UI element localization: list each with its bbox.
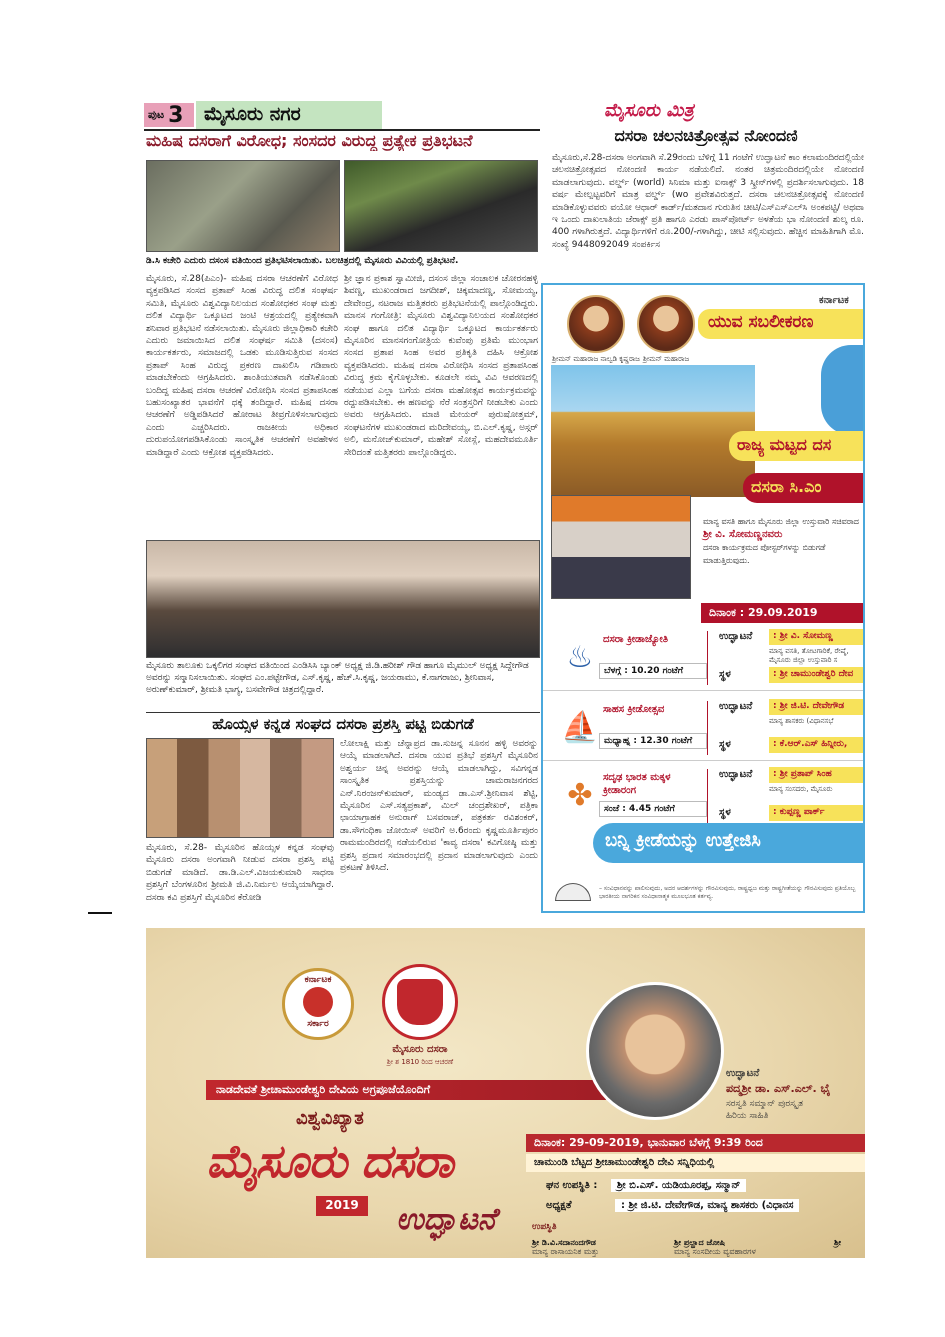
karnataka-label-bottom: ಸರ್ಕಾರ <box>307 1019 329 1029</box>
dasara-logo-sub: ಶ್ರೀ ಶ 1810 ರಿಂದ ಆಚರಣೆ <box>386 1058 454 1066</box>
dasara-cm-banner: ದಸರಾ ಸಿ.ಎಂ <box>743 473 865 503</box>
award-story-col2: ಲೋಲಾಕ್ಷಿ ಮತ್ತು ಚೆನ್ನಾಪ್ರದ ಡಾ.ಸುಜನ್ನ ಸೂನನ ಹಳ್ಳಿ ಅವರನ್ನು ಆಯ್ಕೆ ಮಾಡಲಾಗಿದೆ. ದಸರಾ ಯುವ ಪ್ರತಿಭೆ ಪ್ರಶಸ್ತಿಗೆ ಮೈಸೂರಿನ ಅಶ್ವರ್ಯ ಚಿನ್ನ ಅವರನ್ನು ಆಯ್ಕೆ ಮಾಡಲಾಗಿದ್ದು, ಸವಿಗನ್ನಡ ಸಾಂಸ್ಕೃತಿಕ ಪ್ರಶಸ್ತಿಯನ್ನು ಚಾಮರಾಜನಗರದ ಎನ್.ನಿರಂಜನ್‌ಕುಮಾರ್, ಮಂಡ್ಯದ ಡಾ.ಎಸ್.ಶ್ರೀನಿವಾಸ ಶೆಟ್ಟಿ, ಮೈಸೂರಿನ ಎಸ್.ಸತ್ಯಪ್ರಕಾಶ್, ಮಿಲ್ ಚಂದ್ರಶೇಖರ್, ಪತ್ರಿಕಾ ಛಾಯಾಗ್ರಾಹಕ ಅನುರಾಗ್ ಬಸವರಾಜ್, ಪತ್ರಕರ್ತ ರವಿಶಂಕರ್, ಡಾ.ಸೌಗಂಧಿಕಾ ಜೋಯಿಸ್ ಅವರಿಗೆ ಅ.6ರಂದು ಕೃಷ್ಣಮೂರ್ತಿಪುರಂ ರಾಮಮಂದಿರದಲ್ಲಿ ನಡೆಯಲಿರುವ 'ಕಾವ್ಯ ದಸರಾ' ಕವಿಗೋಷ್ಠಿ ಮತ್ತು ಪ್ರಶಸ್ತಿ ಪ್ರದಾನ ಸಮಾರಂಭದಲ್ಲಿ ಪ್ರದಾನ ಮಾಡಲಾಗುವುದು ಎಂದು ಪ್ರಕಟಣೆ ತಿಳಿಸಿದೆ. <box>340 739 538 874</box>
presence-name: ಶ್ರೀ ಪ್ರಲ್ಹಾದ ಜೋಷಿ <box>674 1238 725 1247</box>
state-level-banner: ರಾಜ್ಯ ಮಟ್ಟದ ದಸ <box>729 431 865 461</box>
torch-icon: ♨ <box>566 639 594 675</box>
event-inaugurator-role: ಮಾನ್ಯ ಶಾಸಕರು (ವಿಧಾನಸಭೆ <box>769 717 834 725</box>
event-divider <box>707 701 708 755</box>
president-row <box>546 1200 799 1211</box>
award-story-col1: ಮೈಸೂರು, ಸೆ.28- ಮೈಸೂರಿನ ಹೊಯ್ಸಳ ಕನ್ನಡ ಸಂಘವು ಮೈಸೂರು ದಸರಾ ಅಂಗವಾಗಿ ನೀಡುವ ದಸರಾ ಪ್ರಶಸ್ತಿ ಪಟ್ಟಿ ಬಿಡುಗಡೆ ಮಾಡಿದೆ. ಡಾ.ಡಿ.ಎಲ್.ವಿಜಯಕುಮಾರಿ ಸಾಧನಾ ಪ್ರಶಸ್ತಿಗೆ ಬೆಂಗಳೂರಿನ ಶ್ರೀಮತಿ ಜಿ.ವಿ.ನಿರ್ಮಲ ಆಯ್ಕೆಯಾಗಿದ್ದಾರೆ. ದಸರಾ ಕವಿ ಪ್ರಶಸ್ತಿಗೆ ಮೈಸೂರಿನ ಕೆರೋಡಿ <box>146 843 334 903</box>
event-name: ಸದೃಢ ಭಾರತ ಮಕ್ಕಳ ಕ್ರೀಡಾರಂಗ <box>603 772 671 796</box>
felicitation-caption: ಮೈಸೂರು ತಾಲೂಕು ಒಕ್ಕಲಿಗರ ಸಂಘದ ವತಿಯಿಂದ ಎಂಡಿಸಿಸಿ ಬ್ಯಾಂಕ್ ಅಧ್ಯಕ್ಷ ಜಿ.ಡಿ.ಹರೀಶ್ ಗೌಡ ಹಾಗೂ ಮೈಮುಲ್ ಅಧ್ಯಕ್ಷ ಸಿದ್ದೇಗೌಡ ಅವರನ್ನು ಸನ್ಮಾನಿಸಲಾಯಿತು. ಸಂಘದ ಎಂ.ಪಟ್ಟೇಗೌಡ, ಎಸ್.ಕೃಷ್ಣ, ಹೆಚ್.ಸಿ.ಕೃಷ್ಣ, ಜಯರಾಮು, ಕೆ.ನಾಗರಾಜು, ಶ್ರೀನಿವಾಸ, ಅರುಣ್‌ಕುಮಾರ್, ಶ್ರೀಮತಿ ಭಾಗ್ಯ, ಬಸವೇಗೌಡ ಚಿತ್ರದಲ್ಲಿದ್ದಾರೆ. <box>146 661 529 695</box>
section-title: ಮೈಸೂರು ನಗರ <box>196 101 382 129</box>
presence-name: ಶ್ರೀ <box>834 1238 842 1247</box>
event-time: ಬೆಳಗ್ಗೆ : 10.20 ಗಂಟೆಗೆ <box>599 663 707 679</box>
lead-story-col1: ಮೈಸೂರು, ಸೆ.28(ಪಿಎಂ)- ಮಹಿಷ ದಸರಾ ಆಚರಣೆಗೆ ವಿರೋಧ ವ್ಯಕ್ತಪಡಿಸಿದ ಸಂಸದ ಪ್ರತಾಪ್ ಸಿಂಹ ವಿರುದ್ಧ ದಲಿತ ಸಂಘರ್ಷ ಸಮಿತಿ, ಮೈಸೂರು ವಿಶ್ವವಿದ್ಯಾನಿಲಯದ ಸಂಶೋಧಕರ ಸಂಘ ಮತ್ತು ದಲಿತ ವಿದ್ಯಾರ್ಥಿ ಒಕ್ಕೂಟದ ಜಂಟಿ ಆಶ್ರಯದಲ್ಲಿ ಪ್ರತ್ಯೇಕವಾಗಿ ಶನಿವಾರ ಪ್ರತಿಭಟನೆ ನಡೆಸಲಾಯಿತು. ಮೈಸೂರು ಜಿಲ್ಲಾಧಿಕಾರಿ ಕಚೇರಿ ಎದುರು ಜಮಾಯಿಸಿದ ದಲಿತ ಸಂಘರ್ಷ ಸಮಿತಿ (ದಸಂಸ) ಕಾರ್ಯಕರ್ತರು, ಸಮಾಜದಲ್ಲಿ ಒಡಕು ಮೂಡಿಸುತ್ತಿರುವ ಸಂಸದ ಪ್ರತಾಪ್ ಸಿಂಹ ವಿರುದ್ಧ ಪ್ರಕರಣ ದಾಖಲಿಸಿ ಗಡಿಪಾರು ಮಾಡಬೇಕೆಂದು ಆಗ್ರಹಿಸಿದರು. ಶಾಂತಿಯುತವಾಗಿ ನಡೆಸಿಕೊಂಡು ಬಂದಿದ್ದ ಮಹಿಷ ದಸರಾ ಆಚರಣೆ ವಿರೋಧಿಸಿ ಸಂಸದ ಪ್ರತಾಪಸಿಂಹ ಬಹುಸಂಖ್ಯಾತರ ಭಾವನೆಗೆ ಧಕ್ಕೆ ತಂದಿದ್ದಾರೆ. ಮಹಿಷ ದಸರಾ ಆಚರಣೆಗೆ ಅಡ್ಡಿಪಡಿಸಿದರೆ ಹೋರಾಟ ತೀವ್ರಗೊಳಿಸಲಾಗುವುದು ಎಂದು ಎಚ್ಚರಿಸಿದರು. ರಾಜಕೀಯ ಅಧಿಕಾರ ದುರುಪಯೋಗಪಡಿಸಿಕೊಂಡು ಸಾಂಸ್ಕೃತಿಕ ಆಚರಣೆಗೆ ಅವಹೇಳನ ಮಾಡಿದ್ದಾರೆ ಎಂದು ಆಕ್ರೋಶ ವ್ಯಕ್ತಪಡಿಸಿದರು. <box>146 274 338 458</box>
event-row <box>543 625 865 691</box>
chief-presence-value: ಶ್ರೀ ಬಿ.ಎಸ್. ಯಡಿಯೂರಪ್ಪ, ಸನ್ಮಾನ್ <box>611 1179 746 1192</box>
venue-label: ಸ್ಥಳ <box>719 807 731 818</box>
maharaja-portrait-1 <box>567 295 625 353</box>
presence-name: ಶ್ರೀ ಡಿ.ವಿ.ಸದಾನಂದಗೌಡ <box>532 1238 596 1247</box>
inaugurator-label: ಉದ್ಘಾಟನೆ <box>726 1068 760 1079</box>
state-seal-icon <box>303 987 333 1017</box>
protest-photo-left <box>146 160 340 252</box>
page-number-tag <box>144 103 194 127</box>
event-inaugurator: : ಶ್ರೀ ವಿ. ಸೋಮಣ್ಣ <box>769 629 865 645</box>
mysore-dasara-title: ಮೈಸೂರು ದಸರಾ <box>206 1134 453 1188</box>
guest-outro: ದಸರಾ ಕಾರ್ಯಕ್ರಮದ ಪೋಸ್ಟರ್‌ಗಳನ್ನು ಬಿಡುಗಡೆ ಮಾಡುತ್ತಿರುವುದು. <box>703 543 826 565</box>
guest-title-2: ಹಿರಿಯ ಸಾಹಿತಿ <box>726 1111 769 1121</box>
karnataka-label-top: ಕರ್ನಾಟಕ <box>304 975 332 985</box>
chief-guest-title <box>726 1098 803 1122</box>
event-time: ಸಂಜೆ : 4.45 ಗಂಟೆಗೆ <box>599 801 707 817</box>
event-row <box>543 763 865 829</box>
chief-presence-row <box>546 1180 746 1191</box>
page-number: 3 <box>168 102 184 128</box>
presence-item <box>532 1238 662 1256</box>
lead-story-col2: ಶ್ರೀ ಜ್ಞಾನ ಪ್ರಕಾಶ ಸ್ವಾಮೀಜಿ, ದಸಂಸ ಜಿಲ್ಲಾ ಸಂಚಾಲಕ ಚೋರನಹಳ್ಳಿ ಶಿವಣ್ಣ, ಮುಖಂಡರಾದ ಜಗದೀಶ್, ಚಿಕ್ಕಮಾದಣ್ಣ, ಸೋಮಯ್ಯ, ದೇವೇಂದ್ರ, ನಟರಾಜ ಮತ್ತಿತರರು ಪ್ರತಿಭಟನೆಯಲ್ಲಿ ಪಾಲ್ಗೊಂಡಿದ್ದರು. ಮಾನಸ ಗಂಗೋತ್ರಿ: ಮೈಸೂರು ವಿಶ್ವವಿದ್ಯಾನಿಲಯದ ಸಂಶೋಧಕರ ಸಂಘ ಹಾಗೂ ದಲಿತ ವಿದ್ಯಾರ್ಥಿ ಒಕ್ಕೂಟದ ಕಾರ್ಯಕರ್ತರು ಮೈಸೂರಿನ ಮಾನಸಗಂಗೋತ್ರಿಯ ಕುವೆಂಪು ಪ್ರತಿಮೆ ಮುಂಭಾಗ ಸಂಸದ ಪ್ರತಾಪ ಸಿಂಹ ಅವರ ಪ್ರತಿಕೃತಿ ದಹಿಸಿ ಆಕ್ರೋಶ ವ್ಯಕ್ತಪಡಿಸಿದರು. ಮಹಿಷ ದಸರಾ ವಿರೋಧಿಸಿ ಸಂಸದ ಪ್ರತಾಪಸಿಂಹ ವಿರುದ್ಧ ಕ್ರಮ ಕೈಗೊಳ್ಳಬೇಕು. ಕೂಡಲೇ ನಮ್ಮ ವಿವಿ ಆವರಣದಲ್ಲಿ ನಡೆಯುವ ಎಲ್ಲಾ ಬಗೆಯ ದಸರಾ ಮಹೋತ್ಸವ ಕಾರ್ಯಕ್ರಮವನ್ನು ರದ್ದುಪಡಿಸಬೇಕು. ಈ ಹಣವನ್ನು ನೆರೆ ಸಂತ್ರಸ್ತರಿಗೆ ನೀಡಬೇಕು ಎಂದು ಅವರು ಆಗ್ರಹಿಸಿದರು. ಮಾಜಿ ಮೇಯರ್ ಪುರುಷೋತ್ತಮ್, ಸಂಘಟನೆಗಳ ಮುಖಂಡರಾದ ಮರಿದೇವಯ್ಯ, ಬಿ.ಎಲ್.ಕೃಷ್ಣ, ಅಸ್ಗರ್ ಅಲಿ, ಮನೋಜ್‌ಕುಮಾರ್, ಮಹೇಶ್ ಸೋಸ್ಲೆ, ಮಹದೇವಮೂರ್ತಿ ಸೇರಿದಂತೆ ಮತ್ತಿತರರು ಪಾಲ್ಗೊಂಡಿದ್ದರು. <box>344 274 538 458</box>
maharaja-portrait-2 <box>637 295 695 353</box>
president-value: : ಶ್ರೀ ಜಿ.ಟಿ. ದೇವೇಗೌಡ, ಮಾನ್ಯ ಶಾಸಕರು (ವಿಧಾನಸ <box>615 1199 799 1212</box>
runners-icon: ✤ <box>567 777 593 813</box>
event-inaugurator: : ಶ್ರೀ ಪ್ರತಾಪ್ ಸಿಂಹ <box>769 767 865 783</box>
promote-sports-slogan: ಬನ್ನಿ ಕ್ರೀಡೆಯನ್ನು ಉತ್ತೇಜಿಸಿ <box>593 823 865 863</box>
awardee-photos <box>146 738 334 838</box>
world-famous-label: ವಿಶ್ವವಿಖ್ಯಾತ <box>296 1108 364 1129</box>
inauguration-date: ದಿನಾಂಕ: 29-09-2019, ಭಾನುವಾರ ಬೆಳಗ್ಗೆ 9:39 ರಿಂದ <box>526 1134 865 1152</box>
presence-role: ಮಾನ್ಯ ಸಂಸದೀಯ ವ್ಯವಹಾರಗಳ <box>674 1247 756 1256</box>
dasara-elephant-emblem-icon <box>382 964 458 1040</box>
event-time: ಮಧ್ಯಾಹ್ನ : 12.30 ಗಂಟೆಗೆ <box>599 733 707 749</box>
poster-release-photo <box>551 495 691 599</box>
presence-role: ಮಾನ್ಯ ರಾಸಾಯನಿಕ ಮತ್ತು <box>532 1247 599 1256</box>
guest-name: ಶ್ರೀ ವಿ. ಸೋಮಣ್ಣನವರು <box>703 529 783 540</box>
film-fest-headline: ದಸರಾ ಚಲನಚಿತ್ರೋತ್ಸವ ನೋಂದಣಿ <box>614 126 798 145</box>
mysore-palace-image <box>551 365 755 497</box>
year-badge: 2019 <box>316 1196 368 1216</box>
protest-photo-right <box>344 160 538 252</box>
inauguration-title: ಉದ್ಘಾಟನೆ <box>396 1202 496 1237</box>
event-inaugurator: : ಶ್ರೀ ಜಿ.ಟಿ. ದೇವೇಗೌಡ <box>769 699 865 715</box>
event-venue: : ಕುಪ್ಪಣ್ಣ ಪಾರ್ಕ್ <box>769 805 865 821</box>
parliament-icon <box>555 883 591 901</box>
elephant-icon <box>397 979 443 1025</box>
dasara-inauguration-ad <box>146 928 865 1258</box>
event-inaugurator-role: ಮಾನ್ಯ ಸಂಸದರು, ಮೈಸೂರು <box>769 785 833 793</box>
inauguration-venue: ಚಾಮುಂಡಿ ಬೆಟ್ಟದ ಶ್ರೀಚಾಮುಂಡೇಶ್ವರಿ ದೇವಿ ಸನ್ನಿಧಿಯಲ್ಲಿ <box>526 1154 865 1172</box>
portrait2-caption: ಶ್ರೀಮನ್ ಮಹಾರಾಜ <box>642 355 690 363</box>
event-divider <box>707 769 708 823</box>
chief-guest-portrait <box>586 982 724 1120</box>
film-fest-body: ಮೈಸೂರು,ಸೆ.28-ದಸರಾ ಅಂಗವಾಗಿ ಸೆ.29ರಂದು ಬೆಳಿಗ್ಗೆ 11 ಗಂಟೆಗೆ ಉದ್ಘಾಟನೆ ಕಾಂ ಕಲಾಮಂದಿರದಲ್ಲಿಯೇ ಚಲನಚಿತ್ರೋತ್ಸವದ ನೋಂದಣಿ ಕಾರ್ಯ ನಡೆಯಲಿದೆ. ನಂತರ ಚಿತ್ರಮಂದಿರದಲ್ಲಿಯೇ ನೋಂದಣಿ ಮಾಡಲಾಗುವುದು. ವರ್ಲ್ಡ್ (world) ಸಿನಿಮಾ ಮತ್ತು ಐನಾಕ್ಸ್ 3 ಸ್ಕ್ರೀನ್‌ಗಳಲ್ಲಿ ಪ್ರದರ್ಶಿಸಲಾಗುವುದು. 18 ವರ್ಷ ಮೇಲ್ಪಟ್ಟವರಿಗೆ ಮಾತ್ರ ವರ್ಲ್ಡ್ (wo ಪ್ರವೇಶವಿರುತ್ತದೆ. ದಸರಾ ಚಲನಚಿತ್ರೋತ್ಸವಕ್ಕೆ ನೋಂದಣಿ ಮಾಡಿಕೊಳ್ಳುವವರು ವಯೋ ಆಧಾರ್ ಕಾರ್ಡ್/ಮತದಾನ ಗುರುತಿನ ಚೀಟಿ/ಎಸ್‌ಎಸ್‌ಎಲ್‌ಸಿ ಅಂಕಪಟ್ಟಿ/ ಅಥವಾ ಇ ಒಂದು ದಾಖಲಾತಿಯ ಜೆರಾಕ್ಸ್ ಪ್ರತಿ ಹಾಗೂ ಎರಡು ಪಾಸ್‌ಪೋರ್ಟ್ ಅಳತೆಯ ಭಾ ನೋಂದಣಿ ಶುಲ್ಕ ರೂ. 400 ಗಳಾಗಿರುತ್ತದೆ. ವಿದ್ಯಾರ್ಥಿಗಳಿಗೆ ರೂ.200/-ಗಳಾಗಿದ್ದು, ಚೀಟಿ ಸಲ್ಲಿಸುವುದು. ಹೆಚ್ಚಿನ ಮಾಹಿತಿಗಾಗಿ ಮೊ. ಸಂಖ್ಯೆ 9448092049 ಸಂಪರ್ಕಿಸ <box>552 153 864 250</box>
inaug-label: ಉದ್ಘಾಟನೆ <box>719 701 753 712</box>
sports-dasara-ad <box>541 283 865 913</box>
jetski-icon: ⛵ <box>561 709 599 745</box>
portrait1-caption: ಶ್ರೀಮನ್ ಮಹಾರಾಜ ನಾಲ್ವಡಿ ಕೃಷ್ಣರಾಜ <box>552 355 640 363</box>
award-headline: ಹೊಯ್ಸಳ ಕನ್ನಡ ಸಂಘದ ದಸರಾ ಪ್ರಶಸ್ತಿ ಪಟ್ಟಿ ಬಿಡುಗಡೆ <box>146 712 540 733</box>
constitution-footer: – ಸಂವಿಧಾನವನ್ನು ಪಾಲಿಸುವುದು, ಅದರ ಆದರ್ಶಗಳನ್ನು ಗೌರವಿಸುವುದು, ರಾಷ್ಟ್ರಧ್ವಜ ಮತ್ತು ರಾಷ್ಟ್ರಗೀತೆಯನ್ನು ಗೌರವಿಸುವುದು ಪ್ರತಿಯೊಬ್ಬ ಭಾರತೀಯ ನಾಗರಿಕನ ಸಂವಿಧಾನಾತ್ಮಕ ಮೂಲಭೂತ ಕರ್ತವ್ಯ. <box>599 885 856 900</box>
presence-label: ಉಪಸ್ಥಿತಿ <box>532 1222 557 1232</box>
inaug-label: ಉದ್ಘಾಟನೆ <box>719 769 753 780</box>
guest-title-1: ಸರಸ್ವತಿ ಸಮ್ಮಾನ್ ಪುರಸ್ಕೃತ <box>726 1099 804 1109</box>
protest-photo-caption: ಡಿ.ಸಿ ಕಚೇರಿ ಎದುರು ದಸಂಸ ವತಿಯಿಂದ ಪ್ರತಿಭಟಿಸಲಾಯಿತು. ಬಲಚಿತ್ರದಲ್ಲಿ ಮೈಸೂರು ವಿವಿಯಲ್ಲಿ ಪ್ರತಿಭಟನೆ. <box>146 256 459 266</box>
inaug-label: ಉದ್ಘಾಟನೆ <box>719 631 753 642</box>
invocation-banner: ನಾಡದೇವತೆ ಶ್ರೀಚಾಮುಂಡೇಶ್ವರಿ ದೇವಿಯ ಅಗ್ರಪೂಜೆಯೊಂದಿಗೆ <box>206 1080 606 1100</box>
event-venue: : ಕೆ.ಆರ್.ಎಸ್ ಹಿನ್ನೀರು, <box>769 737 865 753</box>
karnataka-emblem-icon <box>282 968 354 1040</box>
presence-item <box>674 1238 804 1256</box>
president-label: ಅಧ್ಯಕ್ಷತೆ <box>546 1200 572 1211</box>
event-venue: : ಶ್ರೀ ಚಾಮುಂಡೇಶ್ವರಿ ದೇವ <box>769 667 865 683</box>
lead-headline: ಮಹಿಷ ದಸರಾಗೆ ವಿರೋಧ; ಸಂಸದರ ವಿರುದ್ಧ ಪ್ರತ್ಯೇಕ ಪ್ರತಿಭಟನೆ <box>146 131 473 150</box>
guest-intro: ಮಾನ್ಯ ವಸತಿ ಹಾಗೂ ಮೈಸೂರು ಜಿಲ್ಲಾ ಉಸ್ತುವಾರಿ ಸಚಿವರಾದ <box>703 517 859 526</box>
event-row <box>543 695 865 761</box>
event-name: ಸಾಹಸ ಕ್ರೀಡೋತ್ಸವ <box>603 704 665 715</box>
event-name: ದಸರಾ ಕ್ರೀಡಾಜ್ಯೋತಿ <box>603 634 669 645</box>
event-divider <box>707 631 708 685</box>
ad-state-header: ಕರ್ನಾಟಕ <box>819 295 849 306</box>
felicitation-photo <box>146 540 540 658</box>
dasara-logo-label: ಮೈಸೂರು ದಸರಾ <box>392 1044 448 1055</box>
venue-label: ಸ್ಥಳ <box>719 739 731 750</box>
dasara-elephant-logo <box>821 345 865 435</box>
brand-logo: ಮೈಸೂರು ಮಿತ್ರ <box>604 100 694 121</box>
presence-item <box>834 1238 864 1247</box>
margin-mark <box>88 912 112 914</box>
chief-guest-name: ಪದ್ಮಶ್ರೀ ಡಾ. ಎಸ್.ಎಲ್. ಭೈ <box>726 1082 831 1095</box>
venue-label: ಸ್ಥಳ <box>719 669 731 680</box>
event-date: ದಿನಾಂಕ : 29.09.2019 <box>701 603 865 623</box>
page-label: ಪುಟ <box>148 108 165 121</box>
guest-text <box>703 515 865 567</box>
youth-empowerment-banner: ಯುವ ಸಬಲೀಕರಣ <box>698 309 865 339</box>
chief-presence-label: ಘನ ಉಪಸ್ಥಿತಿ : <box>546 1180 598 1191</box>
event-inaugurator-role: ಮಾನ್ಯ ವಸತಿ, ತೋಟಗಾರಿಕೆ, ರೇಷ್ಮೆ, ಮೈಸೂರು ಜಿಲ್ಲಾ ಉಸ್ತುವಾರಿ ಸ <box>769 647 849 664</box>
